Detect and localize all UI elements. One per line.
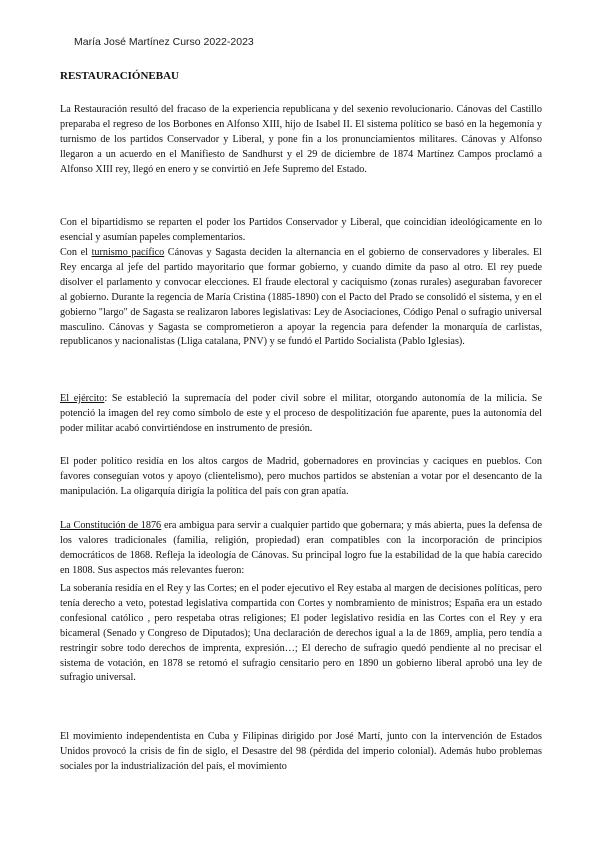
paragraph-introduction: La Restauración resultó del fracaso de la experiencia republicana y del sexenio revolucionario. Cánovas del Castillo preparaba el regreso de los Borbones en Alfonso XIII, hijo de Isabel II. El sistema político se basó en la hegemonía y turnismo de los partidos Conservador y Liberal, y pone fin a los pronunciamientos militares. Cánovas y Alfonso llegaron a un acuerdo en el Manifiesto de Sandhurst y el 29 de diciembre de 1874 Martínez Campos proclamó a Alfonso XIII rey, llegó en enero y se convirtió en Jefe Supremo del Estado.	[60, 104, 542, 175]
paragraph-ejercito	[60, 392, 542, 437]
paragraph-turnismo-text: Cánovas y Sagasta deciden la alternancia en el gobierno de conservadores y liberales. El Rey encarga al jefe del partido mayoritario que formar gobierno, y cuando dimite da paso al otro. El rey puede disolver el parlamento y convocar elecciones. El fraude electoral y caciquismo (zonas rurales) aseguraban favorecer al gobierno. Durante la regencia de María Cristina (1885-1890) con el Pacto del Prado se consolidó el sistema, y en el gobierno "largo" de Sagasta se realizaron labores legislativas: Ley de Asociaciones, Código Penal o sufragio universal masculino. Cánovas y Sagasta se comprometieron a apoyar la regencia para defender la monarquía de carlistas, republicanos y nacionalistas (Lliga catalana, PNV) y se fundó el Partido Socialista (Pablo Iglesias).	[60, 247, 542, 348]
paragraph-turnismo	[60, 246, 542, 350]
paragraph-constitucion	[60, 519, 542, 579]
paragraph-constitucion-text: era ambigua para servir a cualquier partido que gobernara; y más abierta, pues la defensa de los valores tradicionales (familia, religión, propiedad) eran compatibles con la incorporación de principios democráticos de 1868. Refleja la ideología de Cánovas. Su principal logro fue la estabilidad de la que había carecido en 1808. Sus aspectos más relevantes fueron:	[60, 520, 542, 576]
constitucion-1876-term: La Constitución de 1876	[60, 520, 162, 531]
paragraph-soberania: La soberanía residía en el Rey y las Cortes; en el poder ejecutivo el Rey estaba al margen de decisiones políticas, pero tenía derecho a veto, potestad legislativa compartida con Cortes y nombramiento de ministros; España era un estado confesional católico , pero respetaba otras religiones; El poder legislativo residía en las Cortes con el Rey y era bicameral (Senado y Congreso de Diputados); Una declaración de derechos igual a la de 1869, amplia, pero tendía a restringir sobre todo derechos de imprenta, expresión…; El derecho de sufragio quedó pendiente al no precisar el sistema de votación, en 1878 se retomó el sufragio censitario pero en 1890 un gobierno liberal aprobó una ley de sufragio universal.	[60, 583, 542, 684]
ejercito-term: El ejército	[60, 393, 105, 404]
paragraph-ejercito-text: : Se estableció la supremacía del poder civil sobre el militar, otorgando autonomía de la milicia. Se potenció la imagen del rey como símbolo de este y el proceso de despolitización fue aparente, pues la autonomía del poder militar acabó convirtiéndose en instrumento de presión.	[60, 393, 542, 434]
turnismo-pacifico-term: turnismo pacífico	[91, 247, 165, 258]
document-header: María José Martínez Curso 2022-2023	[74, 36, 254, 48]
paragraph-movimiento-independentista: El movimiento independentista en Cuba y Filipinas dirigido por José Martí, junto con la intervención de Estados Unidos provocó la crisis de fin de siglo, el Desastre del 98 (pérdida del imperio colonial). Además hubo problemas sociales por la industrialización del país, el movimiento	[60, 731, 542, 772]
paragraph-turnismo-prefix: Con el	[60, 247, 92, 258]
document-title: RESTAURACIÓNEBAU	[60, 70, 179, 82]
paragraph-bipartidismo: Con el bipartidismo se reparten el poder los Partidos Conservador y Liberal, que coincidían ideológicamente en lo esencial y asumían papeles complementarios.	[60, 217, 542, 243]
paragraph-poder-politico: El poder político residía en los altos cargos de Madrid, gobernadores en provincias y caciques en pueblos. Con favores conseguían votos y apoyo (clientelismo), pero muchos partidos se abstenían a votar por el desencanto de la manipulación. La oligarquía dirigía la política del país con gran apatía.	[60, 456, 542, 497]
